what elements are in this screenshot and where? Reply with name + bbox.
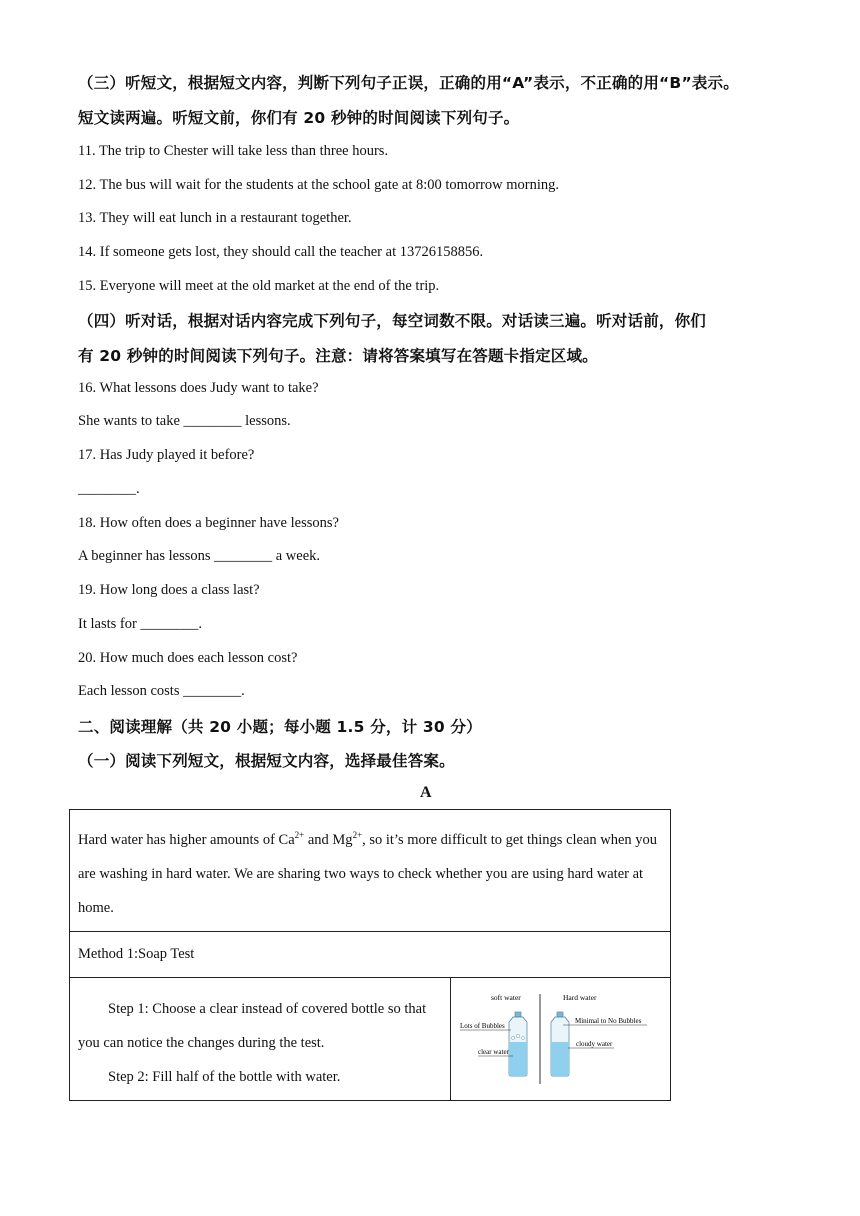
section4-heading-line1: （四）听对话，根据对话内容完成下列句子，每空词数不限。对话读三遍。听对话前，你们 xyxy=(78,312,707,330)
steps-cell xyxy=(70,977,451,1100)
soap-test-figure-cell xyxy=(451,977,671,1100)
clear-water-label: clear water xyxy=(478,1047,509,1056)
intro-text-b: and Mg xyxy=(304,831,353,848)
ca-superscript: 2+ xyxy=(294,830,305,840)
question-20: 20. How much does each lesson cost? xyxy=(78,650,298,666)
minimal-bubbles-label: Minimal to No Bubbles xyxy=(575,1016,642,1025)
passage-label: A xyxy=(420,784,432,801)
soft-water-fill xyxy=(509,1042,527,1076)
answer-line-20: Each lesson costs ________. xyxy=(78,683,245,699)
hard-water-bottle xyxy=(551,1012,569,1076)
intro-cell xyxy=(70,810,671,932)
cloudy-water-label: cloudy water xyxy=(576,1039,613,1048)
question-18: 18. How often does a beginner have lessons? xyxy=(78,515,339,531)
question-12: 12. The bus will wait for the students at the school gate at 8:00 tomorrow morning. xyxy=(78,177,559,193)
soft-water-bottle xyxy=(509,1012,527,1076)
hard-water-fill xyxy=(551,1042,569,1076)
question-13: 13. They will eat lunch in a restaurant together. xyxy=(78,210,352,226)
soft-water-title: soft water xyxy=(491,992,521,1002)
mg-superscript: 2+ xyxy=(352,830,363,840)
question-15: 15. Everyone will meet at the old market at the end of the trip. xyxy=(78,278,440,294)
lots-of-bubbles-label: Lots of Bubbles xyxy=(460,1021,505,1030)
answer-line-16: She wants to take ________ lessons. xyxy=(78,413,291,429)
method-title: Method 1:Soap Test xyxy=(70,931,671,977)
question-11: 11. The trip to Chester will take less than three hours. xyxy=(78,143,389,159)
soap-test-figure xyxy=(451,978,670,1100)
part2-subheading: （一）阅读下列短文，根据短文内容，选择最佳答案。 xyxy=(78,752,455,770)
answer-line-18: A beginner has lessons ________ a week. xyxy=(78,548,321,564)
answer-line-19: It lasts for ________. xyxy=(78,616,203,632)
part2-heading: 二、阅读理解（共 20 小题；每小题 1.5 分，计 30 分） xyxy=(78,718,482,736)
step-1: Step 1: Choose a clear instead of covered bottle so that you can notice the changes during the test. xyxy=(78,1000,427,1051)
step-2: Step 2: Fill half of the bottle with water. xyxy=(108,1068,341,1085)
section3-heading-line2: 短文读两遍。听短文前，你们有 20 秒钟的时间阅读下列句子。 xyxy=(78,109,520,127)
hard-water-title: Hard water xyxy=(563,992,597,1002)
answer-line-17: ________. xyxy=(78,481,140,497)
question-16: 16. What lessons does Judy want to take? xyxy=(78,380,319,396)
intro-text-c: , so it’s more difficult to get things clean when you are washing in hard water. We are sharing two ways to check whether you are using hard water at home. xyxy=(78,831,658,916)
section3-heading-line1: （三）听短文，根据短文内容，判断下列句子正误，正确的用“A”表示，不正确的用“B”表示。 xyxy=(78,74,739,92)
section4-heading-line2: 有 20 秒钟的时间阅读下列句子。注意：请将答案填写在答题卡指定区域。 xyxy=(78,347,598,365)
question-14: 14. If someone gets lost, they should call the teacher at 13726158856. xyxy=(78,244,484,260)
intro-text-a: Hard water has higher amounts of Ca xyxy=(78,831,295,848)
question-17: 17. Has Judy played it before? xyxy=(78,447,255,463)
passage-table xyxy=(69,809,671,1101)
question-19: 19. How long does a class last? xyxy=(78,582,260,598)
